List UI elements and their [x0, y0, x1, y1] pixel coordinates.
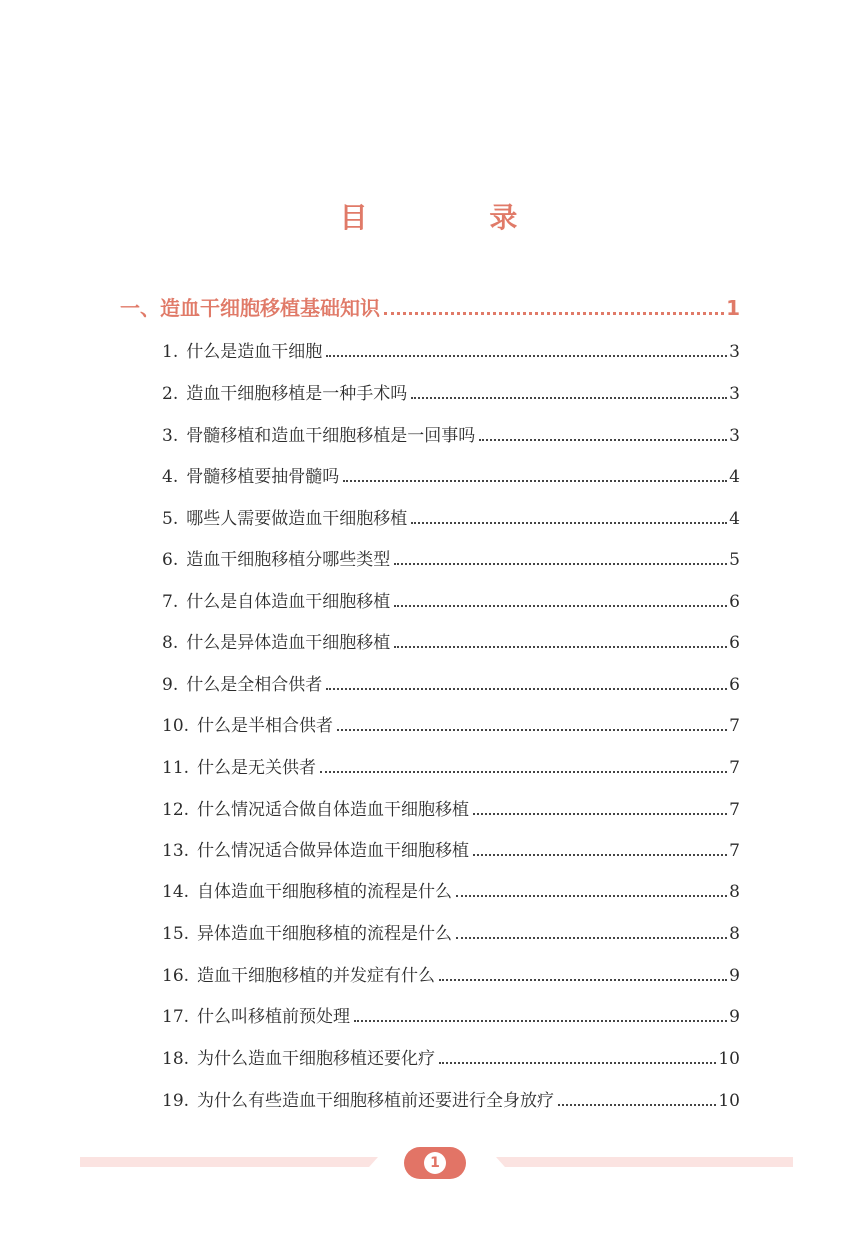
toc-leader-dots	[456, 878, 727, 897]
toc-item-page: 6	[729, 675, 740, 695]
toc-item-label: 异体造血干细胞移植的流程是什么	[197, 924, 453, 944]
toc-leader-dots	[337, 712, 727, 731]
toc-leader-dots	[411, 505, 727, 524]
toc-item-page: 5	[729, 550, 740, 570]
toc-item-page: 7	[729, 800, 740, 820]
toc-leader-dots	[384, 292, 724, 315]
toc-leader-dots	[394, 546, 727, 565]
toc-item-number: 8.	[162, 633, 179, 653]
toc-leader-dots	[343, 463, 727, 482]
toc-item-number: 2.	[162, 384, 179, 404]
toc-item[interactable]	[162, 587, 740, 612]
toc-item[interactable]	[162, 1002, 740, 1027]
toc-item[interactable]	[162, 711, 740, 736]
toc-item-page: 3	[729, 342, 740, 362]
toc-item[interactable]	[162, 504, 740, 529]
toc-item[interactable]	[162, 795, 740, 820]
toc-item-page: 7	[729, 841, 740, 861]
toc-item-label: 骨髓移植和造血干细胞移植是一回事吗	[186, 426, 476, 446]
toc-item-label: 造血干细胞移植是一种手术吗	[186, 384, 408, 404]
toc-item-label: 什么是异体造血干细胞移植	[186, 633, 391, 653]
toc-section[interactable]	[120, 292, 740, 321]
toc-item-label: 什么是全相合供者	[186, 675, 323, 695]
toc-item-number: 10.	[162, 716, 190, 736]
toc-section-label: 一、造血干细胞移植基础知识	[120, 296, 380, 320]
toc-item-page: 7	[729, 758, 740, 778]
toc-item[interactable]	[162, 421, 740, 446]
toc-leader-dots	[456, 920, 727, 939]
footer-decoration-right	[496, 1157, 793, 1167]
toc-item-number: 12.	[162, 800, 190, 820]
toc-section-page: 1	[726, 296, 740, 320]
toc-item-page: 4	[729, 509, 740, 529]
toc-item-label: 什么是造血干细胞	[186, 342, 323, 362]
toc-item-page: 8	[729, 882, 740, 902]
toc-item-number: 3.	[162, 426, 179, 446]
toc-item[interactable]	[162, 670, 740, 695]
toc-item[interactable]	[162, 462, 740, 487]
toc-leader-dots	[394, 629, 727, 648]
toc-item-label: 什么情况适合做异体造血干细胞移植	[197, 841, 470, 861]
toc-item-number: 17.	[162, 1007, 190, 1027]
toc-item-number: 13.	[162, 841, 190, 861]
toc-item[interactable]	[162, 337, 740, 362]
toc-item-number: 18.	[162, 1049, 190, 1069]
toc-item[interactable]	[162, 753, 740, 778]
toc-item-label: 骨髓移植要抽骨髓吗	[186, 467, 340, 487]
toc-item[interactable]	[162, 919, 740, 944]
toc-item-label: 造血干细胞移植的并发症有什么	[197, 966, 436, 986]
toc-item-page: 3	[729, 384, 740, 404]
toc-item-page: 6	[729, 592, 740, 612]
toc-item[interactable]	[162, 877, 740, 902]
toc-item-label: 哪些人需要做造血干细胞移植	[186, 509, 408, 529]
toc-item-number: 6.	[162, 550, 179, 570]
toc-item-page: 3	[729, 426, 740, 446]
toc-leader-dots	[479, 422, 727, 441]
toc-leader-dots	[473, 837, 727, 856]
toc-item-label: 为什么有些造血干细胞移植前还要进行全身放疗	[197, 1091, 555, 1111]
toc-item[interactable]	[162, 379, 740, 404]
toc-leader-dots	[411, 380, 727, 399]
toc-item-number: 9.	[162, 675, 179, 695]
toc-item-page: 7	[729, 716, 740, 736]
toc-item-label: 什么情况适合做自体造血干细胞移植	[197, 800, 470, 820]
toc-leader-dots	[354, 1003, 727, 1022]
toc-item-label: 什么叫移植前预处理	[197, 1007, 351, 1027]
toc-item[interactable]	[162, 545, 740, 570]
toc-item[interactable]	[162, 1086, 740, 1111]
toc-item-page: 4	[729, 467, 740, 487]
toc-item-number: 15.	[162, 924, 190, 944]
toc-leader-dots	[473, 796, 727, 815]
toc-leader-dots	[439, 1045, 716, 1064]
toc-item-label: 什么是半相合供者	[197, 716, 334, 736]
toc-item[interactable]	[162, 836, 740, 861]
toc-item-number: 1.	[162, 342, 179, 362]
toc-leader-dots	[326, 338, 727, 357]
toc-leader-dots	[558, 1087, 716, 1106]
toc-item-page: 10	[718, 1049, 740, 1069]
page-title: 目 录	[339, 201, 574, 234]
toc-item-number: 19.	[162, 1091, 190, 1111]
toc-item-number: 11.	[162, 758, 190, 778]
toc-item-label: 什么是自体造血干细胞移植	[186, 592, 391, 612]
toc-item-number: 16.	[162, 966, 190, 986]
page-number-badge	[404, 1147, 466, 1179]
toc-leader-dots	[320, 754, 727, 773]
toc-item-number: 4.	[162, 467, 179, 487]
toc-item[interactable]	[162, 628, 740, 653]
page-number: 1	[424, 1152, 446, 1174]
toc-item-label: 为什么造血干细胞移植还要化疗	[197, 1049, 436, 1069]
toc-leader-dots	[439, 962, 727, 981]
toc-item-label: 自体造血干细胞移植的流程是什么	[197, 882, 453, 902]
footer-decoration-left	[80, 1157, 378, 1167]
toc-item[interactable]	[162, 961, 740, 986]
toc-item-page: 9	[729, 966, 740, 986]
toc-item-number: 5.	[162, 509, 179, 529]
toc-item[interactable]	[162, 1044, 740, 1069]
toc-item-page: 8	[729, 924, 740, 944]
toc-item-label: 造血干细胞移植分哪些类型	[186, 550, 391, 570]
toc-item-page: 6	[729, 633, 740, 653]
toc-item-number: 7.	[162, 592, 179, 612]
toc-leader-dots	[326, 671, 727, 690]
toc-leader-dots	[394, 588, 727, 607]
toc-item-label: 什么是无关供者	[197, 758, 317, 778]
toc-item-number: 14.	[162, 882, 190, 902]
toc-item-page: 10	[718, 1091, 740, 1111]
toc-item-page: 9	[729, 1007, 740, 1027]
